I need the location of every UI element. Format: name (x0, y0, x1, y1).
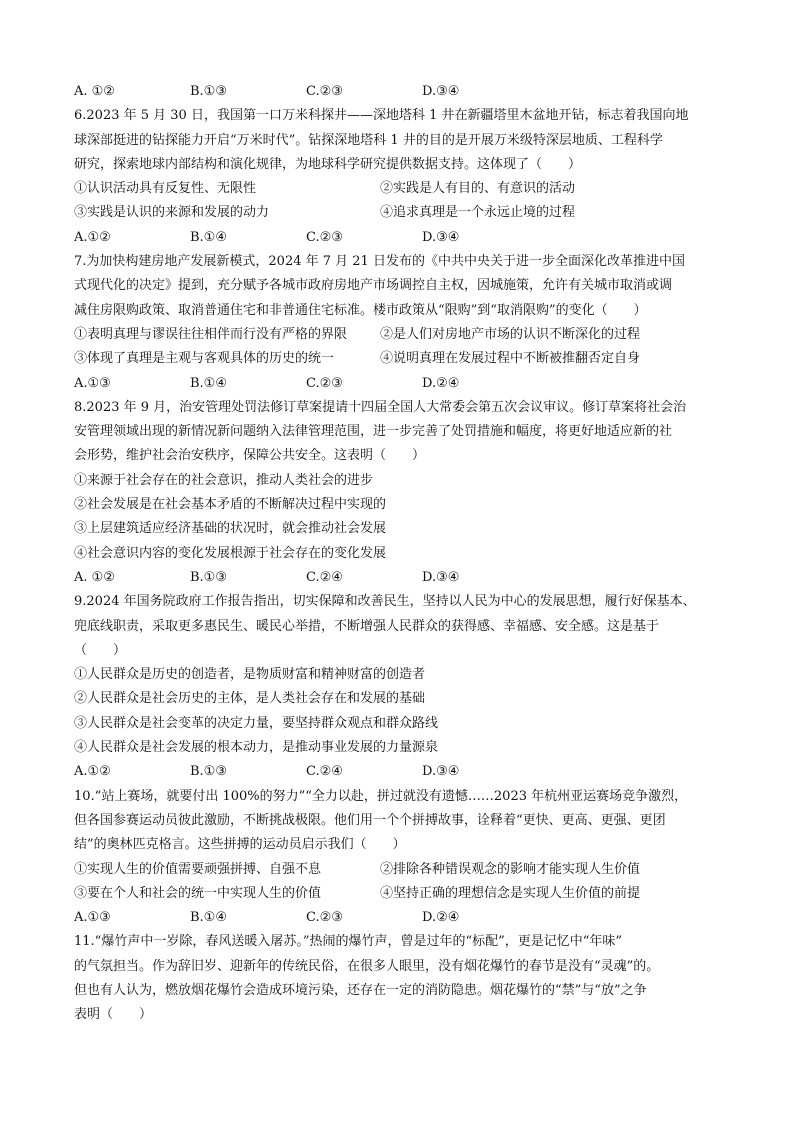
q7-statement-4: ④说明真理在发展过程中不断被推翻否定自身 (380, 351, 641, 367)
q6-statement-1: ①认识活动具有反复性、无限性 (74, 181, 257, 197)
page-content (74, 80, 724, 1028)
q6-stem-line-3: 研究，探索地球内部结构和演化规律，为地球科学研究提供数据支持。这体现了（ ） (74, 156, 582, 172)
q5-option-c[interactable]: C.②③ (306, 84, 343, 99)
q6-statement-3: ③实践是认识的来源和发展的动力 (74, 205, 270, 221)
question-7 (74, 250, 724, 396)
question-11 (74, 930, 724, 1027)
q11-stem-line-4: 表明（ ） (74, 1007, 153, 1023)
q6-option-b[interactable]: B.①④ (190, 229, 227, 245)
q7-statement-row-1 (74, 323, 724, 347)
q10-option-a[interactable]: A.①③ (74, 910, 111, 926)
q10-option-b[interactable]: B.①④ (190, 910, 227, 926)
q10-stem-line-2: 但各国参赛运动员彼此激励，不断挑战极限。他们用一个个拼搏故事，诠释着“更快、更高、更强、更团 (74, 812, 666, 828)
q7-stem-line-3: 减住房限购政策、取消普通住宅和非普通住宅标准。楼市政策从“限购”到“取消限购”的变化（ ） (74, 302, 647, 318)
q5-option-d[interactable]: D.③④ (422, 84, 460, 99)
q7-statement-2: ②是人们对房地产市场的认识不断深化的过程 (380, 326, 641, 342)
q6-statement-4: ④追求真理是一个永远止境的过程 (380, 205, 576, 221)
q7-statement-1: ①表明真理与谬误往往相伴而行没有严格的界限 (74, 326, 348, 342)
q6-stem-line-2: 球深部挺进的钻探能力开启“万米时代”。钻探深地塔科 1 井的目的是开展万米级特深层地质、工程科学 (74, 132, 663, 148)
q7-stem-line-2: 式现代化的决定》提到，充分赋予各城市政府房地产市场调控自主权，因城施策，允许有关城市取消或调 (74, 278, 673, 294)
question-10 (74, 785, 724, 931)
q7-options (74, 372, 724, 396)
q9-statement-3: ③人民群众是社会变革的决定力量，要坚持群众观点和群众路线 (74, 715, 439, 731)
q9-options (74, 760, 724, 784)
q11-stem-line-1: 11.“爆竹声中一岁除，春风送暖入屠苏。”热闹的爆竹声，曾是过年的“标配”，更是记忆中“年味” (74, 934, 623, 950)
q9-stem-line-2: 兜底线职责，采取更多惠民生、暖民心举措，不断增强人民群众的获得感、幸福感、安全感。这是基于 (74, 618, 660, 634)
q9-statement-4: ④人民群众是社会发展的根本动力，是推动事业发展的力量源泉 (74, 740, 439, 756)
q5-option-a[interactable]: A. ①② (74, 84, 115, 99)
q5-option-b[interactable]: B.①③ (190, 84, 227, 99)
q8-statement-3: ③上层建筑适应经济基础的状况时，就会推动社会发展 (74, 521, 387, 537)
q10-stem-line-3: 结”的奥林匹克格言。这些拼搏的运动员启示我们（ ） (74, 837, 406, 853)
question-8 (74, 396, 724, 590)
q10-options (74, 906, 724, 930)
question-9 (74, 590, 724, 784)
q6-option-c[interactable]: C.②③ (306, 229, 343, 245)
q8-option-c[interactable]: C.②④ (306, 569, 343, 585)
q10-statement-4: ④坚持正确的理想信念是实现人生价值的前提 (380, 885, 641, 901)
q6-option-d[interactable]: D.③④ (422, 229, 460, 245)
q10-statement-2: ②排除各种错误观念的影响才能实现人生价值 (380, 861, 641, 877)
q9-stem-line-3: （ ） (74, 642, 127, 658)
q11-stem-line-2: 的气氛担当。作为辞旧岁、迎新年的传统民俗，在很多人眼里，没有烟花爆竹的春节是没有“灵魂”的。 (74, 958, 660, 974)
q8-options (74, 566, 724, 590)
q7-option-d[interactable]: D.②④ (422, 375, 460, 391)
q7-statement-3: ③体现了真理是主观与客观具体的历史的统一 (74, 351, 335, 367)
q10-option-d[interactable]: D.②④ (422, 910, 460, 926)
q7-statement-row-2 (74, 347, 724, 371)
q10-statement-1: ①实现人生的价值需要顽强拼搏、自强不息 (74, 861, 322, 877)
q10-statement-3: ③要在个人和社会的统一中实现人生的价值 (74, 885, 322, 901)
q8-statement-4: ④社会意识内容的变化发展根源于社会存在的变化发展 (74, 545, 387, 561)
q8-statement-2: ②社会发展是在社会基本矛盾的不断解决过程中实现的 (74, 497, 387, 513)
q8-option-a[interactable]: A. ①② (74, 569, 115, 585)
q6-stem-line-1: 6.2023 年 5 月 30 日，我国第一口万米科探井——深地塔科 1 井在新疆塔里木盆地开钻，标志着我国向地 (74, 108, 689, 124)
q6-statement-2: ②实践是人有目的、有意识的活动 (380, 181, 576, 197)
q8-stem-line-1: 8.2023 年 9 月，治安管理处罚法修订草案提请十四届全国人大常委会第五次会议审议。修订草案将社会治 (74, 399, 687, 415)
q8-option-b[interactable]: B.①③ (190, 569, 227, 585)
q8-option-d[interactable]: D.③④ (422, 569, 460, 585)
q6-statement-row-2 (74, 201, 724, 225)
q9-option-c[interactable]: C.②④ (306, 764, 343, 780)
q11-stem-line-3: 但也有人认为，燃放烟花爆竹会造成环境污染，还存在一定的消防隐患。烟花爆竹的“禁”与“放”之争 (74, 982, 647, 998)
q9-statement-2: ②人民群众是社会历史的主体，是人类社会存在和发展的基础 (74, 691, 426, 707)
q9-stem-line-1: 9.2024 年国务院政府工作报告指出，切实保障和改善民生，坚持以人民为中心的发展思想，履行好保基本、 (74, 594, 696, 610)
q8-stem-line-3: 会形势，维护社会治安秩序，保障公共安全。这表明（ ） (74, 448, 426, 464)
q10-statement-row-2 (74, 882, 724, 906)
q9-option-d[interactable]: D.③④ (422, 764, 460, 780)
q10-option-c[interactable]: C.②③ (306, 910, 343, 926)
q9-option-a[interactable]: A.①② (74, 764, 111, 780)
q6-option-a[interactable]: A.①② (74, 229, 111, 245)
q9-statement-1: ①人民群众是历史的创造者，是物质财富和精神财富的创造者 (74, 667, 426, 683)
q7-stem-line-1: 7.为加快构建房地产发展新模式，2024 年 7 月 21 日发布的《中共中央关于进一步全面深化改革推进中国 (74, 254, 685, 270)
q7-option-a[interactable]: A.①③ (74, 375, 111, 391)
q8-statement-1: ①来源于社会存在的社会意识，推动人类社会的进步 (74, 472, 374, 488)
q10-stem-line-1: 10.“站上赛场，就要付出 100%的努力”“全力以赴，拼过就没有遗憾……2023 年杭州亚运赛场竞争激烈， (74, 788, 688, 804)
q9-option-b[interactable]: B.①③ (190, 764, 227, 780)
q7-option-b[interactable]: B.①④ (190, 375, 227, 391)
q10-statement-row-1 (74, 858, 724, 882)
q6-statement-row-1 (74, 177, 724, 201)
q6-options (74, 226, 724, 250)
q7-option-c[interactable]: C.②③ (306, 375, 343, 391)
q8-stem-line-2: 安管理领域出现的新情况新问题纳入法律管理范围，进一步完善了处罚措施和幅度，将更好地适应新的社 (74, 424, 673, 440)
question-6 (74, 104, 724, 250)
q5-options (74, 80, 724, 104)
